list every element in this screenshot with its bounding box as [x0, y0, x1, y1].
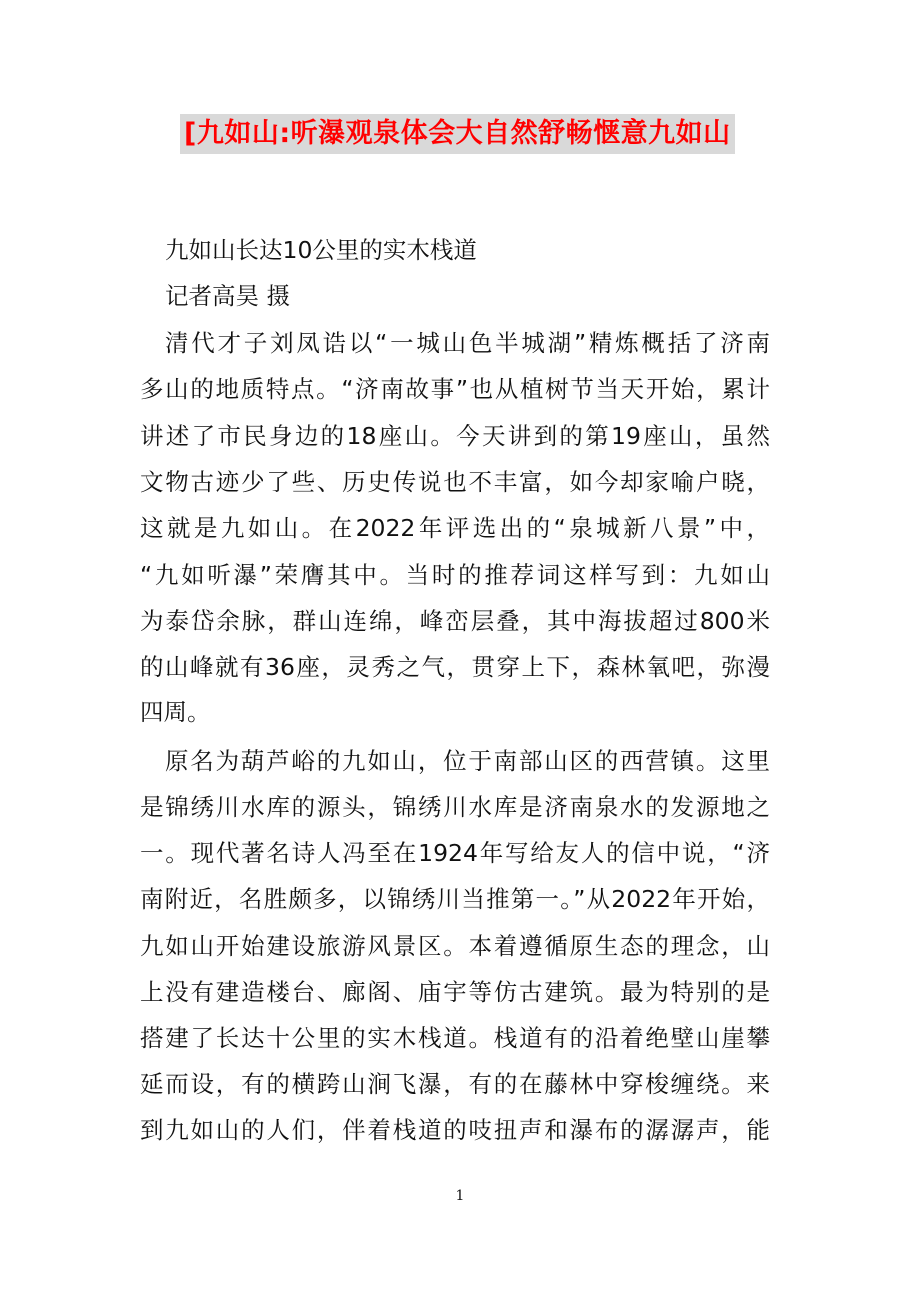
paragraph-line: “九如听瀑”荣膺其中。当时的推荐词这样写到：九如山: [140, 561, 770, 589]
paragraph-line: 多山的地质特点。“济南故事”也从植树节当天开始，累计: [140, 375, 770, 403]
paragraph-line: 清代才子刘凤诰以“一城山色半城湖”精炼概括了济南: [165, 329, 770, 357]
paragraph-line: 的山峰就有36座，灵秀之气，贯穿上下，森林氧吧，弥漫: [140, 653, 770, 681]
paragraph-line: 南附近，名胜颇多，以锦绣川当推第一。”从2022年开始，: [140, 885, 770, 913]
paragraph-line: 文物古迹少了些、历史传说也不丰富，如今却家喻户晓，: [140, 468, 770, 496]
photo-caption: 九如山长达10公里的实木栈道: [165, 236, 477, 264]
paragraph-line: 讲述了市民身边的18座山。今天讲到的第19座山，虽然: [140, 422, 770, 450]
paragraph-line: 是锦绣川水库的源头，锦绣川水库是济南泉水的发源地之: [140, 793, 770, 821]
page-number: 1: [455, 1188, 465, 1204]
byline: 记者高昊 摄: [165, 282, 290, 310]
paragraph-line: 上没有建造楼台、廊阁、庙宇等仿古建筑。最为特别的是: [140, 978, 770, 1006]
paragraph-line: 为泰岱余脉，群山连绵，峰峦层叠，其中海拔超过800米: [140, 607, 770, 635]
paragraph-line: 这就是九如山。在2022年评选出的“泉城新八景”中，: [140, 514, 770, 542]
paragraph-line: 原名为葫芦峪的九如山，位于南部山区的西营镇。这里: [165, 747, 770, 775]
paragraph-line: 到九如山的人们，伴着栈道的吱扭声和瀑布的潺潺声，能: [140, 1116, 770, 1144]
document-title: [九如山:听瀑观泉体会大自然舒畅惬意九如山: [180, 114, 735, 154]
paragraph-line: 四周。: [140, 698, 211, 726]
paragraph-line: 延而设，有的横跨山涧飞瀑，有的在藤林中穿梭缠绕。来: [140, 1070, 770, 1098]
paragraph-line: 搭建了长达十公里的实木栈道。栈道有的沿着绝壁山崖攀: [140, 1024, 770, 1052]
paragraph-line: 一。现代著名诗人冯至在1924年写给友人的信中说，“济: [140, 839, 770, 867]
paragraph-line: 九如山开始建设旅游风景区。本着遵循原生态的理念，山: [140, 932, 770, 960]
